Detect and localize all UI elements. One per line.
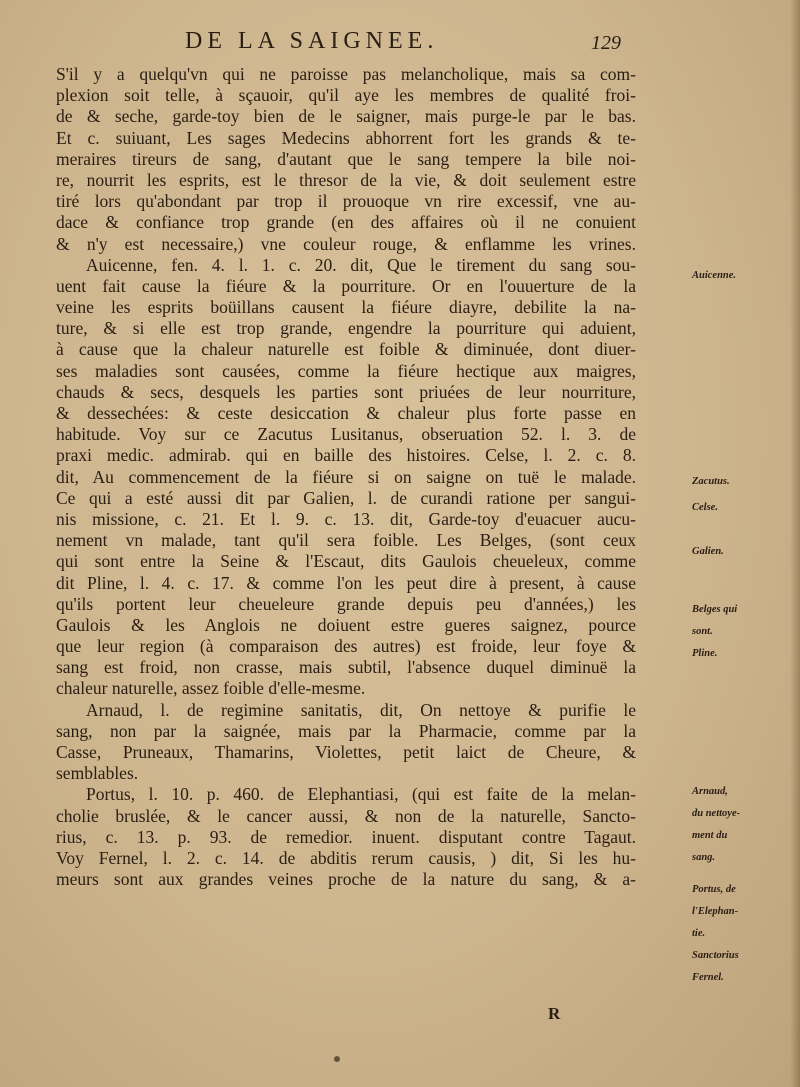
margin-note: Zacutus. <box>692 476 730 487</box>
text-line: nis missione, c. 21. Et l. 9. c. 13. dit, Garde-toy d'euacuer aucu- <box>56 508 636 529</box>
margin-note: Arnaud, <box>692 786 728 797</box>
text-line: chaleur naturelle, assez foible d'elle-mesme. <box>56 678 366 699</box>
margin-note: Auicenne. <box>692 270 737 281</box>
page-header <box>0 28 800 62</box>
text-line: dit, Au commencement de la fiéure si on saigne on tuë le malade. <box>56 466 636 487</box>
text-line: Casse, Pruneaux, Thamarins, Violettes, petit laict de Cheure, & <box>56 742 636 762</box>
margin-note: l'Elephan- <box>692 906 739 917</box>
text-line: habitude. Voy sur ce Zacutus Lusitanus, obseruation 52. l. 3. de <box>56 424 636 445</box>
text-line: Arnaud, l. de regimine sanitatis, dit, On nettoye & purifie le <box>86 699 636 720</box>
margin-note: tie. <box>692 928 706 939</box>
text-line: dit Pline, l. 4. c. 17. & comme l'on les peut dire à present, à cause <box>56 572 636 593</box>
running-head: DE LA SAIGNEE. <box>185 28 439 54</box>
text-line: Portus, l. 10. p. 460. de Elephantiasi, (qui est faite de la melan- <box>86 784 636 805</box>
main-text-block <box>56 64 741 983</box>
text-line: ture, & si elle est trop grande, engendre la pourriture qui aduient, <box>56 318 636 339</box>
ink-blot <box>334 1056 340 1062</box>
text-line: rius, c. 13. p. 93. de remedior. inuent. disputant contre Tagaut. <box>56 826 636 847</box>
text-line: qu'ils portent leur cheueleure grande depuis peu d'années,) les <box>56 593 636 614</box>
page-number: 129 <box>591 32 621 54</box>
text-line: uent fait cause la fiéure & la pourriture. Or en l'ouuerture de la <box>56 275 636 296</box>
text-line: chauds & secs, desquels les parties sont priuées de leur nourriture, <box>56 381 636 402</box>
margin-note: Celse. <box>692 502 718 513</box>
text-line: meraires tireurs de sang, d'autant que le sang tempere la bile noi- <box>56 148 636 169</box>
text-line: sang, non par la saignée, mais par la Pharmacie, comme par la <box>56 720 636 741</box>
text-line: semblables. <box>56 763 139 784</box>
text-line: sang est froid, non crasse, mais subtil, l'absence duquel diminuë la <box>56 657 636 678</box>
text-line: dace & confiance trop grande (en des affaires où il ne conuient <box>56 212 636 233</box>
text-line: à cause que la chaleur naturelle est foible & diminuée, dont diuer- <box>56 339 636 360</box>
text-line: Gaulois & les Anglois ne doiuent estre gueres saignez, pource <box>56 614 636 635</box>
catchword: R <box>548 1004 561 1023</box>
text-line: nement vn malade, tant qu'il sera foible. Les Belges, (sont ceux <box>56 530 636 551</box>
text-line: que leur region (à comparaison des autres) est froide, leur foye & <box>56 636 636 657</box>
text-line: praxi medic. admirab. qui en baille des histoires. Celse, l. 2. c. 8. <box>56 445 636 466</box>
text-line: Et c. suiuant, Les sages Medecins abhorrent fort les grands & te- <box>56 127 636 148</box>
margin-note: Galien. <box>692 546 724 557</box>
margin-note: Belges qui <box>692 604 738 615</box>
margin-note: sang. <box>692 852 716 863</box>
margin-note: sont. <box>692 626 713 637</box>
margin-note: ment du <box>692 830 728 841</box>
text-line: qui sont entre la Seine & l'Escaut, dits Gaulois cheueleux, comme <box>56 551 636 572</box>
text-line: meurs sont aux grandes veines proche de la nature du sang, & a- <box>56 869 636 890</box>
text-line: re, nourrit les esprits, est le thresor de la vie, & doit seulement estre <box>56 169 636 190</box>
page-edge-shadow <box>790 0 800 1087</box>
text-line: tiré lors qu'abondant par trop il prouoque vn rire excessif, vne au- <box>56 191 636 212</box>
margin-note: Sanctorius <box>692 950 739 961</box>
text-line: ses maladies sont causées, comme la fiéure hectique aux maigres, <box>56 360 636 381</box>
text-line: & n'y est necessaire,) vne couleur rouge, & enflamme les vrines. <box>56 233 636 254</box>
text-line: Auicenne, fen. 4. l. 1. c. 20. dit, Que le tirement du sang sou- <box>86 254 636 275</box>
text-line: plexion soit telle, à sçauoir, qu'il aye les membres de qualité froi- <box>56 85 636 106</box>
margin-note: Portus, de <box>692 884 736 895</box>
margin-note: Fernel. <box>692 972 724 983</box>
text-line: S'il y a quelqu'vn qui ne paroisse pas melancholique, mais sa com- <box>56 64 636 84</box>
text-line: veine les esprits boüillans causent la fiéure diayre, debilite la na- <box>56 297 636 318</box>
margin-note: Pline. <box>692 648 718 659</box>
text-line: Voy Fernel, l. 2. c. 14. de abditis rerum causis, ) dit, Si les hu- <box>56 847 636 868</box>
text-line: & dessechées: & ceste desiccation & chaleur plus forte passe en <box>56 403 636 423</box>
text-line: de & seche, garde-toy bien de le saigner, mais purge-le par le bas. <box>56 106 636 127</box>
margin-note: du nettoye- <box>692 808 741 819</box>
text-line: cholie bruslée, & le cancer aussi, & non de la naturelle, Sancto- <box>56 805 636 826</box>
text-line: Ce qui a esté aussi dit par Galien, l. de curandi ratione per sangui- <box>56 487 636 508</box>
